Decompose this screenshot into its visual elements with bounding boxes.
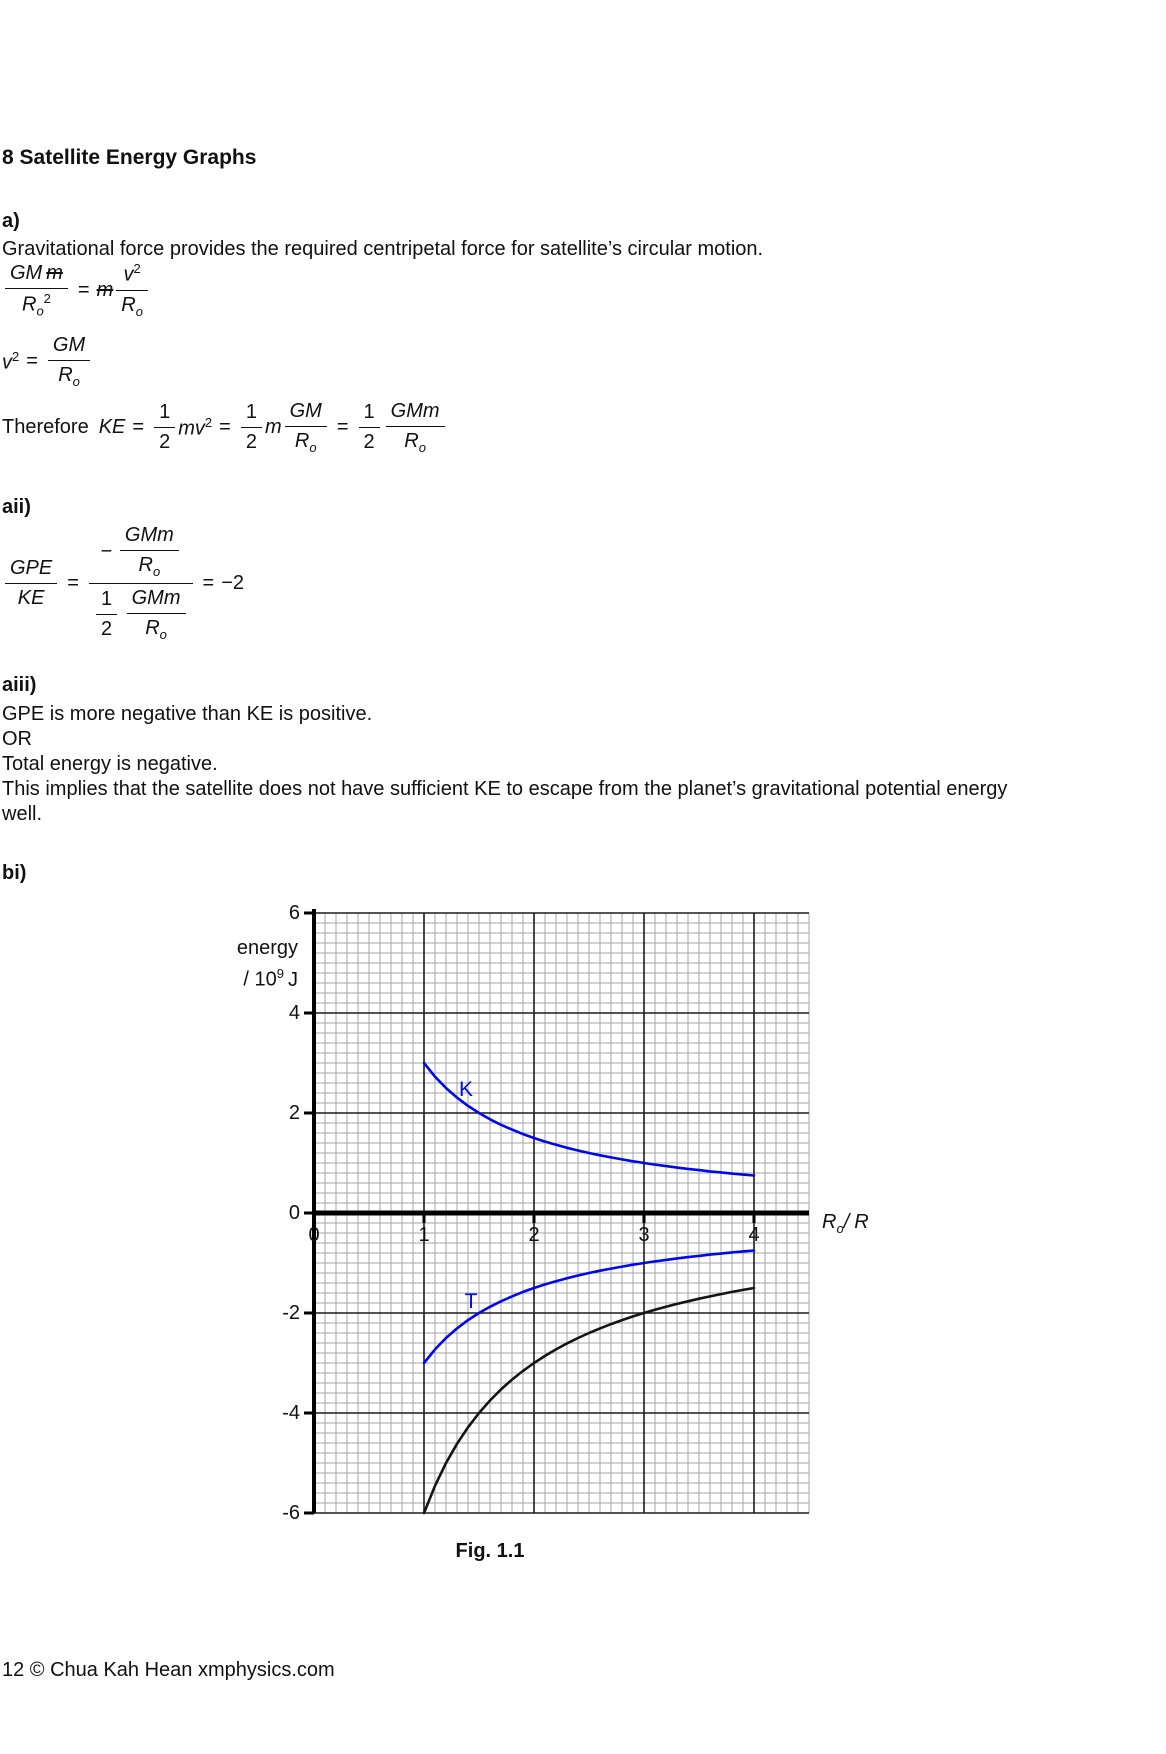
- x-axis-title: [822, 1211, 869, 1236]
- fraction: [285, 400, 327, 456]
- math-token: 2: [245, 431, 257, 454]
- x-tick-label: 4: [748, 1224, 760, 1246]
- y-tick-label: 6: [288, 902, 300, 924]
- fraction: [5, 557, 57, 610]
- math-token: KE: [17, 586, 45, 609]
- fraction: [154, 401, 175, 454]
- equation-v-squared: [2, 334, 93, 390]
- math-subscript: o: [159, 626, 167, 642]
- y-axis-title: [178, 936, 298, 993]
- math-superscript: 2: [204, 415, 213, 431]
- math-token: KE: [98, 416, 126, 439]
- math-superscript: 2: [43, 291, 51, 306]
- equals-sign: =: [26, 350, 38, 373]
- equation-centripetal: [2, 262, 151, 320]
- math-token: GMm: [131, 586, 181, 609]
- math-superscript: 2: [12, 349, 20, 365]
- fraction: [5, 262, 68, 320]
- math-token: GM: [289, 400, 322, 422]
- math-token: GM: [52, 334, 86, 356]
- math-superscript: 2: [133, 261, 141, 276]
- y-tick-label: 2: [288, 1102, 300, 1124]
- math-token: 1: [154, 401, 175, 428]
- math-token: 1: [241, 401, 262, 428]
- equals-sign: =: [77, 279, 90, 302]
- section-aiii-label: aiii): [2, 674, 37, 696]
- fraction: [386, 400, 445, 456]
- curve-label-K: K: [458, 1078, 473, 1101]
- math-token: 1: [96, 588, 117, 615]
- math-subscript: o: [836, 1221, 844, 1236]
- x-tick-label: 2: [528, 1224, 540, 1246]
- math-subscript: o: [72, 374, 80, 389]
- math-token: 1: [359, 401, 380, 428]
- therefore-label: Therefore: [2, 416, 89, 439]
- math-token-struck-m: m: [46, 262, 63, 284]
- aiii-line-1: GPE is more negative than KE is positive.: [2, 703, 373, 725]
- math-subscript: o: [135, 303, 143, 319]
- math-token: R: [404, 430, 419, 452]
- big-fraction: [89, 524, 193, 643]
- equation-kinetic-energy: [2, 400, 448, 456]
- math-subscript: o: [152, 564, 161, 579]
- math-token: R: [854, 1211, 869, 1233]
- fraction: [127, 587, 186, 643]
- x-tick-label: 0: [308, 1224, 320, 1246]
- math-token: /: [843, 1211, 850, 1233]
- y-axis-title-line2: [178, 961, 298, 993]
- aiii-line-3: Total energy is negative.: [2, 753, 218, 775]
- fraction: [120, 524, 179, 580]
- math-token: R: [138, 554, 153, 576]
- curve-label-T: T: [464, 1290, 478, 1313]
- math-token: R: [822, 1211, 837, 1233]
- math-token: −2: [221, 571, 245, 594]
- page-footer: 12 © Chua Kah Hean xmphysics.com: [2, 1659, 335, 1681]
- math-token: R: [145, 616, 160, 639]
- math-token: GM: [10, 262, 43, 284]
- equation-gpe-ke-ratio: [2, 524, 244, 643]
- x-tick-label: 3: [638, 1224, 650, 1246]
- aiii-line-4: This implies that the satellite does not have sufficient KE to escape from the planet’s gravitational potential energy well.: [2, 778, 1008, 825]
- y-axis-title-line1: energy: [236, 937, 298, 959]
- equals-sign: =: [219, 416, 231, 439]
- math-subscript: o: [418, 440, 426, 455]
- y-axis-unit-prefix: / 10: [243, 968, 277, 991]
- y-tick-label: -4: [282, 1402, 300, 1424]
- x-tick-label: 1: [418, 1224, 430, 1246]
- math-subscript: o: [309, 440, 317, 455]
- equals-sign: =: [202, 571, 215, 594]
- figure-caption: Fig. 1.1: [455, 1540, 525, 1562]
- page-title: 8 Satellite Energy Graphs: [2, 146, 257, 169]
- section-a-label: a): [2, 210, 20, 232]
- y-tick-label: -2: [282, 1302, 300, 1324]
- math-token: R: [294, 430, 310, 452]
- fraction: [116, 262, 148, 320]
- section-bi-label: bi): [2, 862, 27, 884]
- math-token: m: [264, 416, 282, 439]
- y-axis-unit-suffix: J: [288, 968, 298, 991]
- math-token: v: [123, 263, 134, 286]
- section-aiii-text: [2, 702, 1052, 827]
- math-token: mv: [178, 417, 205, 440]
- math-token-struck-m: m: [96, 279, 114, 302]
- math-token: 2: [100, 618, 113, 641]
- math-token: R: [21, 293, 37, 316]
- fraction: [359, 401, 380, 454]
- y-tick-label: 0: [288, 1202, 300, 1224]
- aiii-line-2: OR: [2, 728, 32, 750]
- equals-sign: =: [132, 416, 145, 439]
- y-axis-unit-exponent: 9: [276, 966, 284, 981]
- equals-sign: =: [67, 571, 79, 594]
- math-token: GMm: [124, 524, 174, 546]
- section-aii-label: aii): [2, 496, 31, 518]
- math-token: v: [2, 351, 12, 374]
- equals-sign: =: [336, 416, 349, 439]
- fraction: [48, 334, 90, 390]
- y-tick-label: 4: [288, 1002, 300, 1024]
- math-token: GPE: [10, 556, 53, 579]
- math-token: GMm: [390, 400, 440, 422]
- minus-sign: −: [100, 540, 113, 563]
- math-subscript: o: [36, 303, 44, 319]
- math-token: R: [121, 293, 136, 316]
- math-token: R: [58, 364, 73, 386]
- math-token: 2: [159, 431, 171, 454]
- math-token: 2: [363, 431, 375, 454]
- section-a-intro: Gravitational force provides the required centripetal force for satellite’s circular motion.: [2, 238, 764, 260]
- fraction: [96, 588, 117, 641]
- y-tick-label: -6: [282, 1502, 300, 1524]
- fraction: [241, 401, 262, 454]
